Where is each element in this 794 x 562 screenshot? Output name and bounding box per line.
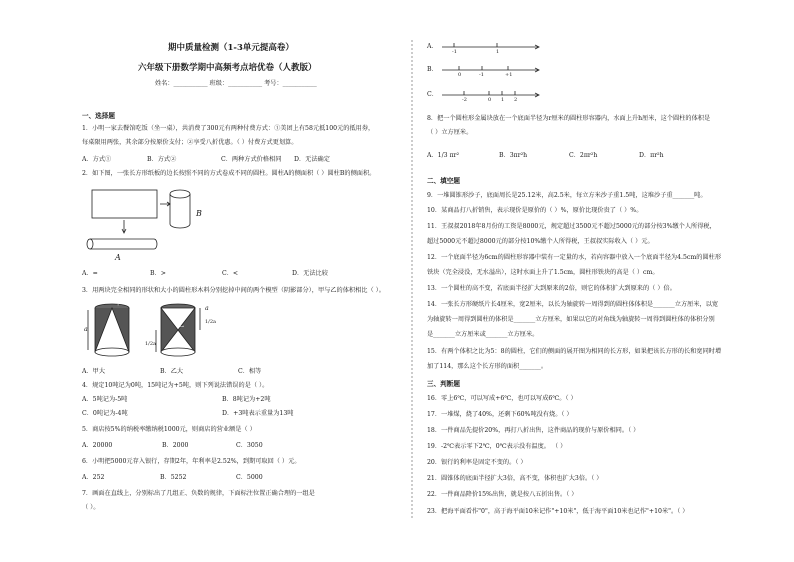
q6-option-a: A．252 [82,474,105,481]
q3-option-b: B．乙大 [160,368,184,375]
question-3: 3．用两块完全相同的形状和大小的圆柱形木料分别挖掉中间的两个模型（阴影部分），甲与乙的体积相比（ ）。 [82,287,385,294]
q2-option-a: A．= [82,270,98,277]
question-12-line1: 12．一个底面半径为6cm的圆柱形容器中装有一定量的水，若向容器中放入一个底面半径为4.5cm的圆柱形 [427,254,722,261]
numline-a [442,40,542,60]
q2-option-b: B．> [150,270,166,277]
question-9: 9．一堆圆锥形沙子，底面周长是25.12米，高2.5米，每立方米沙子重1.5吨，这堆沙子重_______吨。 [427,192,707,199]
q6-option-b: B．5252 [160,474,187,481]
question-1-line2: 每桌限用两张，其余部分按原价支付；②享受八折优惠。（ ）付费方式更划算。 [82,139,298,146]
question-20: 20．银行的利率是固定不变的。（ ） [427,459,527,466]
numline-c-tick-4: 2 [514,97,518,103]
label-yi: 乙 [178,322,185,329]
question-14-line2: 为轴旋转一周得到圆柱的体积是_______立方厘米，如果以它的对角线为轴旋转一周得到圆柱体的体积分别 [427,316,715,323]
q8-option-b: B．3πr²h [499,152,528,159]
q1-option-a: A．方式① [82,156,112,163]
section-choice-heading: 一、选择题 [82,112,115,120]
numline-b-tick-1: 0 [458,72,462,78]
numline-b-label: B． [427,66,438,73]
question-7-line1: 7．画面在直线上，分别标出了几组正、负数的规律，下面标注位置正确合理的一组是 [82,490,315,497]
question-17: 17．一堆煤，烧了40%，还剩下60%吨没有烧。（ ） [427,411,573,418]
numline-a-tick-1: -1 [452,49,457,55]
question-8-line1: 8．把一个圆柱形金属块放在一个底面半径为r厘米的圆柱形容器内，水面上升h厘米，这个圆柱的体积是 [427,115,711,122]
label-b: B [196,209,202,218]
numline-b [442,63,542,83]
label-jia: 甲 [115,300,122,307]
paper-rectangle [92,190,157,218]
numline-c-tick-3: 1 [501,97,505,103]
q5-option-b: B．2000 [162,442,189,449]
q1-option-b: B．方式② [147,156,177,163]
numline-a-label: A． [427,43,438,50]
label-a: A [115,253,121,262]
question-12-line2: 铁块（完全浸没，无水溢出），这时水面上升了1.5cm，圆柱形铁块的高是（ ）cm。 [427,269,659,276]
cylinder-b-top [170,190,190,198]
q1-option-c: C．两种方式价格相同 [221,156,282,163]
q5-option-a: A．20000 [82,442,113,449]
question-14-line3: 是_______立方厘米或_______立方厘米。 [427,331,539,338]
question-18: 18．一件商品先提价20%，再打八折出售，这件商品的现价与原价相同。（ ） [427,427,640,434]
question-15-line2: 加了114，那么这个长方形的面积_______。 [427,363,548,370]
arrow-right [160,202,170,206]
q8-option-d: D．πr²h [639,152,664,159]
q3-option-c: C．相等 [238,368,262,375]
section-judge-heading: 三、判断题 [427,380,460,388]
numline-c-tick-1: -2 [462,97,467,103]
q2-option-d: D．无法比较 [292,270,328,277]
q6-option-c: C．5000 [236,474,263,481]
question-10: 10．某商品打八折销售，表示现价是原价的（ ）%，原价比现价贵了（ ）%。 [427,207,643,214]
q2-option-c: C．< [222,270,239,277]
question-11-line2: 超过5000元不超过8000元的部分按10%缴个人所得税，王叔叔实际收入（ ）元。 [427,238,654,245]
question-5: 5．商店按5%的纳税率缴纳税1000元，则商店的营业额是（ ） [82,426,256,433]
q4-option-d: D．+3吨表示重量为13吨 [222,410,294,417]
q3-option-a: A．甲大 [82,368,106,375]
question-22: 22．一件商品降价15%出售，就是按八五折出售。（ ） [427,491,578,498]
right-page [397,0,794,562]
label-half-a-1: 1/2a [145,341,157,347]
q8-option-c: C．2πr²h [569,152,598,159]
question-16: 16．零上6℃，可以写成+6℃，也可以写成6℃。（ ） [427,395,577,402]
student-info: 姓名：___________ 班级：___________ 考号：___________ [155,80,317,87]
numline-b-tick-2: -1 [479,72,484,78]
question-6: 6．小明把5000元存入银行，存期2年，年利率是2.52%，到期可取回（ ）元。 [82,458,301,465]
q4-option-b: B．8吨记为+2吨 [222,396,271,403]
numline-c-tick-2: 0 [488,97,492,103]
q2-figure [82,180,212,260]
label-a-yi: a [205,305,209,312]
q4-option-a: A．5吨记为-5吨 [82,396,128,403]
numline-b-tick-3: +1 [505,72,513,78]
numline-c-label: C． [427,91,438,98]
section-fill-heading: 二、填空题 [427,177,460,185]
q3-figure [82,298,222,360]
numline-c [442,88,542,108]
question-8-line2: （ ）立方厘米。 [427,129,473,136]
paper-title: 期中质量检测（1-3单元提高卷） [168,43,294,53]
q5-option-c: C．3050 [236,442,263,449]
question-7-line2: （ ）。 [82,504,100,511]
question-19: 19．-2℃表示零下2℃，0℃表示没有温度。 （ ） [427,443,567,450]
question-1-line1: 1．小明一家去餐馆吃饭（坐一桌），共消费了300元有两种付费方式：①美团上有58元抵100元的抵用券， [82,125,375,132]
question-11-line1: 11．王叔叔2018年8月份的工资是8000元，规定超过3500元不超过5000元的部分按3%缴个人所得税， [427,223,716,230]
question-14-line1: 14．一张长方形硬纸片长4厘米，宽2厘米，以长为轴旋转一周得到的圆柱体体积是_______立方厘米，以宽 [427,301,719,308]
q8-option-a: A．1/3 πr² [427,152,460,159]
question-13: 13．一个圆柱的高不变，若底面半径扩大到原来的2倍，则它的体积扩大到原来的（ ）倍。 [427,285,676,292]
label-half-a-2: 1/2a [205,319,217,325]
label-a-jia: a [84,326,88,333]
q4-option-c: C．0吨记为-4吨 [82,410,128,417]
cylinder-a-end [87,239,93,249]
question-4: 4．规定10吨记为0吨，15吨记为+5吨，则下列说法错误的是（ ）。 [82,382,269,389]
question-21: 21．圆锥体的底面半径扩大3倍，高不变，体积也扩大3倍。（ ） [427,475,603,482]
question-15-line1: 15．有两个体积之比为5：8的圆柱，它们的侧面的展开图为相同的长方形，如果把该长方形的长和宽同时增 [427,348,722,355]
q1-option-d: D．无法确定 [294,156,330,163]
question-2: 2．如下图，一张长方形纸板的边长按照不同的方式卷成不同的圆柱。圆柱A的侧面积（ ）圆柱B的侧面积。 [82,170,376,177]
question-23: 23．把海平面看作"0"，高于海平面10米记作"+10米"，低于海平面10米也记作"+10米"。（ ） [427,508,689,515]
numline-a-tick-2: 1 [496,49,500,55]
paper-subtitle: 六年级下册数学期中高频考点培优卷（人教版） [138,63,317,73]
